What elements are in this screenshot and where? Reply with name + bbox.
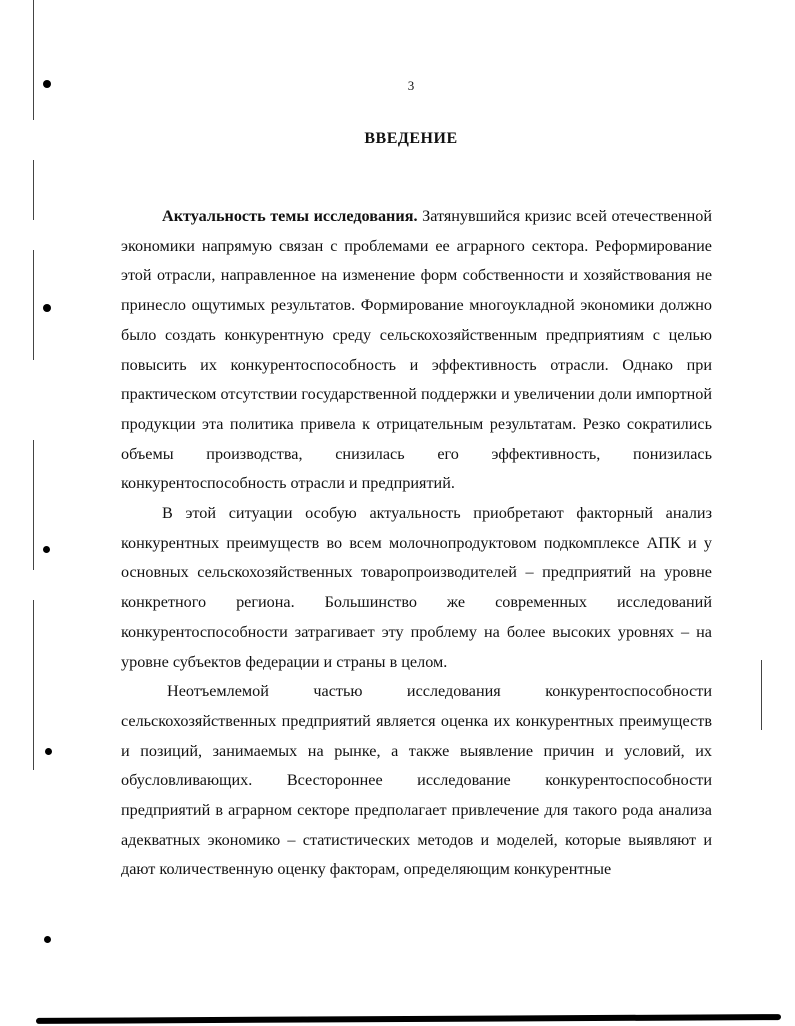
paragraph-lead: Актуальность темы исследования. [162,207,418,225]
scan-edge-line [761,660,762,730]
scan-edge-line [33,0,34,120]
scan-bottom-edge [36,1014,781,1024]
document-body [121,202,712,885]
binder-hole-mark [44,936,51,943]
binder-hole-mark [43,304,51,312]
scan-edge-line [33,600,34,770]
scan-edge-line [33,160,34,220]
scan-edge-line [33,440,34,570]
paragraph-text: Затянувшийся кризис всей отечественной экономики напрямую связан с проблемами ее аграрного сектора. Реформирование этой отрасли, направленное на изменение форм собственности и хозяйствования не принесло ощутимых результатов. Формирование многоукладной экономики должно было создать конкурентную среду сельскохозяйственным предприятиям с целью повысить их конкурентоспособность и эффективность отрасли. Однако при практическом отсутствии государственной поддержки и увеличении доли импортной продукции эта политика привела к отрицательным результатам. Резко сократились объемы производства, снизилась его эффективность, понизилась конкурентоспособность отрасли и предприятий. [121,207,713,493]
paragraph: В этой ситуации особую актуальность приобретают факторный анализ конкурентных преимуществ во всем молочнопродуктовом подкомплексе АПК и у основных сельскохозяйственных товаропроизводителей – предприятий на уровне конкретного региона. Большинство же современных исследований конкурентоспособности затрагивает эту проблему на более высоких уровнях – на уровне субъектов федерации и страны в целом. [121,504,712,671]
scan-edge-line [33,250,34,360]
page-title: ВВЕДЕНИЕ [364,130,458,147]
paragraph [121,202,712,499]
page-number: 3 [407,78,415,93]
paragraph: Неотъемлемой частью исследования конкурентоспособности сельскохозяйственных предприятий является оценка их конкурентных преимуществ и позиций, занимаемых на рынке, а также выявление причин и условий, их обусловливающих. Всестороннее исследование конкурентоспособности предприятий в аграрном секторе предполагает привлечение для такого рода анализа адекватных экономико – статистических методов и моделей, которые выявляют и дают количественную оценку факторам, определяющим конкурентные [121,682,712,879]
binder-hole-mark [45,748,52,755]
binder-hole-mark [43,546,50,553]
